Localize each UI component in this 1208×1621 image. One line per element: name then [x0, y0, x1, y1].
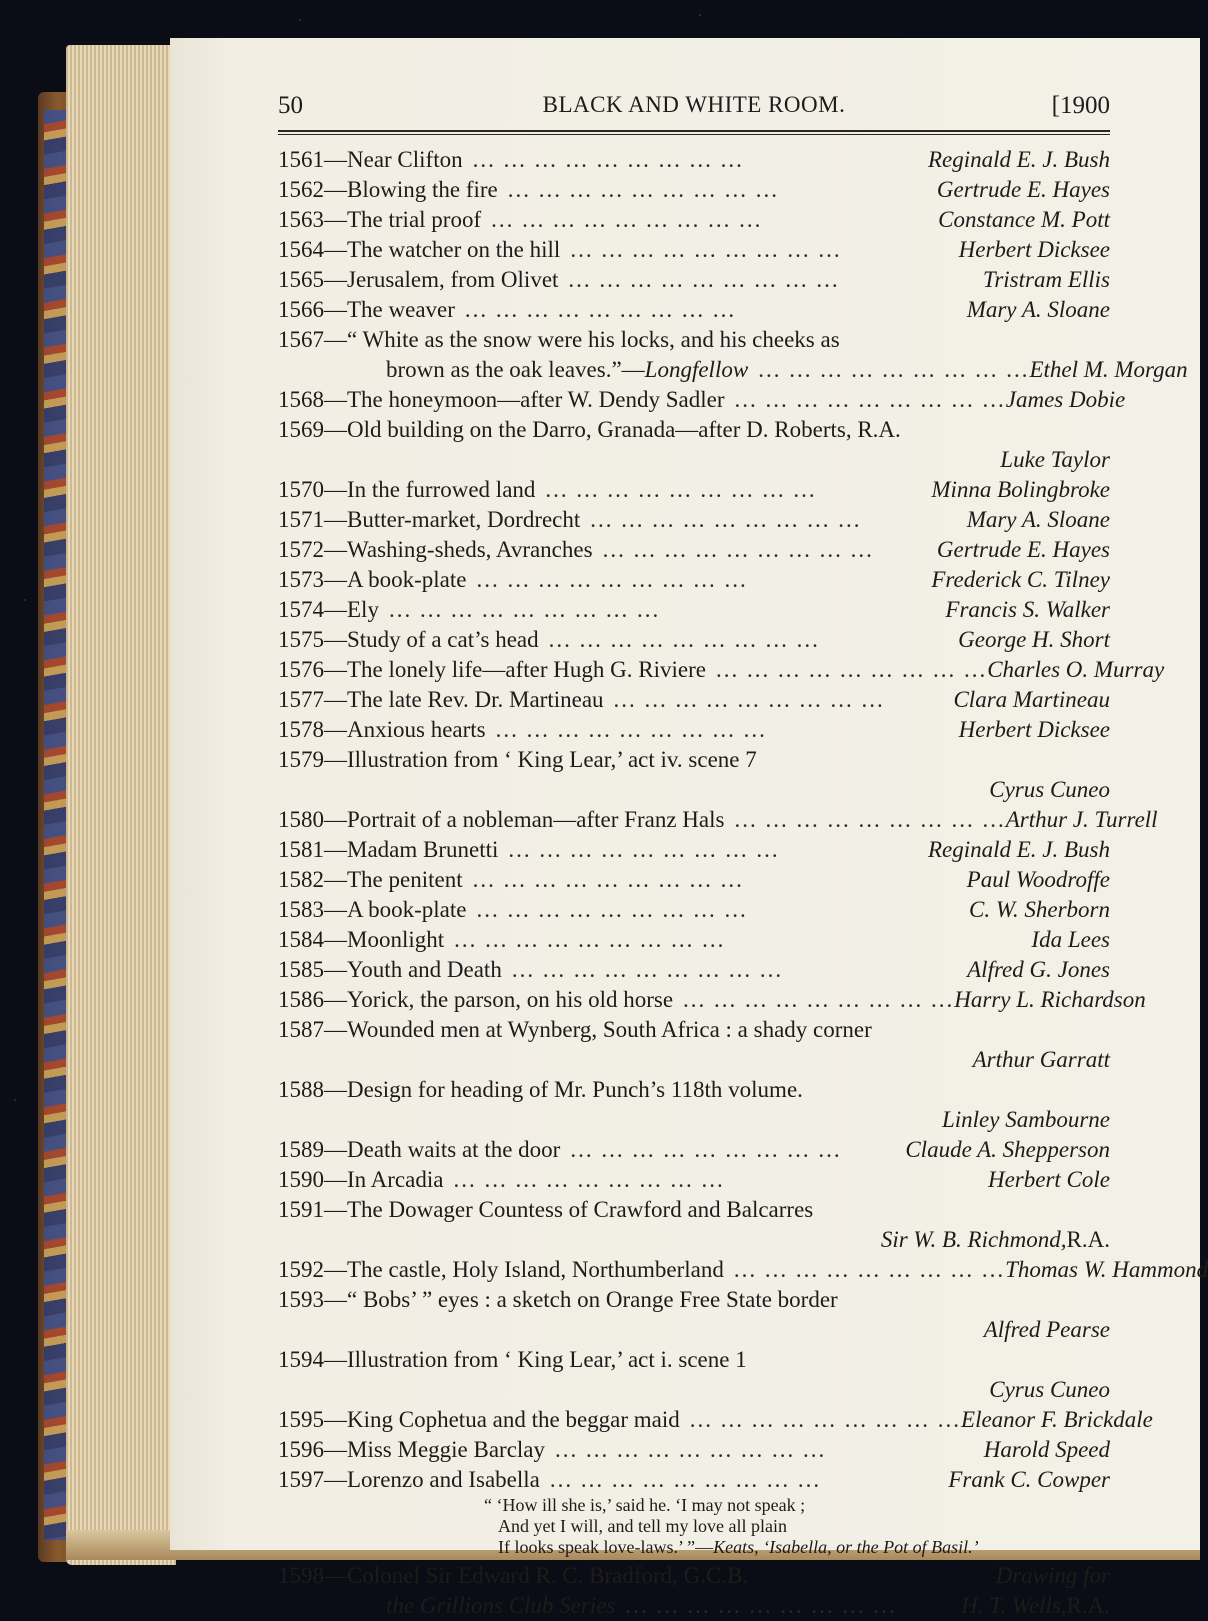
entry-row: [278, 1345, 1110, 1375]
entry-artist: C. W. Sherborn: [969, 897, 1110, 922]
header-rule-thin: [278, 134, 1110, 135]
entry-number: 1570—: [278, 477, 347, 502]
entry-title: Jerusalem, from Olivet: [347, 267, 559, 292]
entry-artist: George H. Short: [958, 627, 1110, 652]
entry-title: A book-plate: [347, 897, 467, 922]
leader-dots: ... ... ... ... ... ... ... ... ...: [495, 717, 767, 742]
entry-artist: Alfred Pearse: [983, 1317, 1110, 1342]
leader-dots: ... ... ... ... ... ... ... ... ...: [464, 297, 737, 322]
leader-dots: ... ... ... ... ... ... ... ... ...: [602, 537, 874, 562]
entry-row: [278, 985, 1146, 1015]
leader-dots: ... ... ... ... ... ... ... ... ...: [590, 507, 862, 532]
entry-artist: Ida Lees: [1031, 927, 1110, 952]
entry-title: The honeymoon—after W. Dendy Sadler: [347, 387, 725, 412]
leader-dots: ... ... ... ... ... ... ... ... ...: [683, 987, 955, 1012]
entry-title: Portrait of a nobleman—after Franz Hals: [347, 807, 725, 832]
entry-number: 1590—: [278, 1167, 347, 1192]
entry-note: Drawing for: [995, 1563, 1110, 1588]
leader-dots: ... ... ... ... ... ... ... ... ...: [734, 807, 1006, 832]
leader-dots: ... ... ... ... ... ... ... ... ...: [689, 1407, 962, 1432]
entry-title: Butter-market, Dordrecht: [347, 507, 581, 532]
entry-title: “ Bobs’ ” eyes : a sketch on Orange Free State border: [347, 1287, 838, 1312]
page-number: 50: [278, 92, 303, 119]
entry-number: 1563—: [278, 207, 347, 232]
entry-row: [278, 1561, 1110, 1591]
entry-series: the Grillions Club Series: [386, 1593, 616, 1618]
entry-title: Study of a cat’s head: [347, 627, 539, 652]
leader-dots: ... ... ... ... ... ... ... ... ...: [570, 1137, 842, 1162]
entry-row: [278, 1135, 1110, 1165]
entry-number: 1577—: [278, 687, 347, 712]
entry-artist: Reginald E. J. Bush: [927, 837, 1110, 862]
entry-row: [278, 235, 1110, 265]
entry-row: [278, 895, 1110, 925]
entry-number: 1573—: [278, 567, 347, 592]
entry-artist: Constance M. Pott: [938, 207, 1110, 232]
entry-row: [278, 955, 1110, 985]
entry-row: [278, 595, 1110, 625]
entry-artist: Gertrude E. Hayes: [936, 537, 1110, 562]
entry-row-artist: [278, 775, 1110, 805]
entry-artist: Frank C. Cowper: [948, 1467, 1110, 1492]
book-page: [170, 38, 1208, 1618]
entry-artist: H. T. Wells,: [961, 1593, 1067, 1618]
entry-row: [278, 655, 1165, 685]
entry-row-artist: [278, 1045, 1110, 1075]
leader-dots: ... ... ... ... ... ... ... ... ...: [472, 867, 744, 892]
entry-title: In the furrowed land: [347, 477, 536, 502]
entry-title: Washing-sheds, Avranches: [347, 537, 593, 562]
entry-artist: Minna Bolingbroke: [931, 477, 1110, 502]
leader-dots: ... ... ... ... ... ... ... ... ...: [545, 477, 817, 502]
leader-dots: ... ... ... ... ... ... ... ... ...: [548, 627, 820, 652]
entry-artist: Arthur J. Turrell: [1005, 807, 1158, 832]
entry-artist: Herbert Cole: [987, 1167, 1110, 1192]
leader-dots: ... ... ... ... ... ... ... ... ...: [454, 927, 726, 952]
entry-artist: Herbert Dicksee: [958, 237, 1110, 262]
entry-artist: Gertrude E. Hayes: [936, 177, 1110, 202]
leader-dots: ... ... ... ... ... ... ... ... ...: [388, 597, 661, 622]
leader-dots: ... ... ... ... ... ... ... ... ...: [453, 1167, 725, 1192]
quote-line: [278, 1537, 1110, 1558]
entry-artist: Mary A. Sloane: [966, 297, 1110, 322]
entry-row: [278, 535, 1110, 565]
entry-row: [278, 1405, 1153, 1435]
entry-artist: Cyrus Cuneo: [989, 777, 1110, 802]
quote-source: Keats, ‘Isabella, or the Pot of Basil.’: [713, 1537, 979, 1557]
leader-dots: ... ... ... ... ... ... ... ... ...: [555, 1437, 827, 1462]
entry-title: The watcher on the hill: [347, 237, 561, 262]
entry-artist: Francis S. Walker: [945, 597, 1110, 622]
entry-number: 1566—: [278, 297, 347, 322]
entry-title: Yorick, the parson, on his old horse: [347, 987, 674, 1012]
leader-dots: ... ... ... ... ... ... ... ... ...: [549, 1467, 822, 1492]
header-rule: [278, 130, 1110, 132]
entry-row: [278, 1165, 1110, 1195]
entry-number: 1562—: [278, 177, 347, 202]
entry-artist: Harold Speed: [983, 1437, 1110, 1462]
entry-number: 1596—: [278, 1437, 347, 1462]
entry-title: In Arcadia: [347, 1167, 444, 1192]
entry-number: 1584—: [278, 927, 347, 952]
entry-artist-suffix: R.A.: [1066, 1593, 1110, 1618]
entry-row: [278, 175, 1110, 205]
entry-number: 1589—: [278, 1137, 347, 1162]
leader-dots: ... ... ... ... ... ... ... ... ...: [613, 687, 885, 712]
entry-row-artist: [278, 1315, 1110, 1345]
entry-title: Lorenzo and Isabella: [347, 1467, 540, 1492]
leader-dots: ... ... ... ... ... ... ... ... ...: [476, 897, 748, 922]
entry-title: Wounded men at Wynberg, South Africa : a shady corner: [347, 1017, 872, 1042]
entry-artist: Reginald E. J. Bush: [927, 147, 1110, 172]
entry-row: [278, 325, 1110, 355]
entry-row-artist: [278, 1375, 1110, 1405]
entry-title: Design for heading of Mr. Punch’s 118th volume.: [347, 1077, 803, 1102]
entry-title: Death waits at the door: [347, 1137, 561, 1162]
entry-number: 1561—: [278, 147, 347, 172]
entry-number: 1595—: [278, 1407, 347, 1432]
entry-title: Illustration from ‘ King Lear,’ act i. scene 1: [347, 1347, 747, 1372]
entry-row: [278, 745, 1110, 775]
entry-row: [278, 1255, 1208, 1285]
entry-row-artist: [278, 1105, 1110, 1135]
entry-artist: Alfred G. Jones: [967, 957, 1110, 982]
leader-dots: ... ... ... ... ... ... ... ... ...: [715, 657, 988, 682]
entry-title-cont: brown as the oak leaves.”—: [386, 357, 645, 382]
leader-dots: ... ... ... ... ... ... ... ... ...: [733, 1257, 1006, 1282]
entry-number: 1575—: [278, 627, 347, 652]
entry-row: [278, 1285, 1110, 1315]
entry-artist: Paul Woodroffe: [966, 867, 1110, 892]
entry-artist: Herbert Dicksee: [958, 717, 1110, 742]
entry-title: Moonlight: [347, 927, 445, 952]
entry-row: [278, 295, 1110, 325]
entry-title: Near Clifton: [347, 147, 463, 172]
entry-row: [278, 145, 1110, 175]
entry-number: 1588—: [278, 1077, 347, 1102]
entry-row: [278, 385, 1126, 415]
entry-number: 1571—: [278, 507, 347, 532]
entry-number: 1582—: [278, 867, 347, 892]
entry-row: [278, 1195, 1110, 1225]
entry-title: “ White as the snow were his locks, and his cheeks as: [347, 327, 840, 352]
catalogue-entries: [278, 145, 1208, 1621]
entry-title: Anxious hearts: [347, 717, 486, 742]
entry-title: The lonely life—after Hugh G. Riviere: [347, 657, 706, 682]
entry-row: [278, 505, 1110, 535]
entry-title: Illustration from ‘ King Lear,’ act iv. scene 7: [347, 747, 757, 772]
entry-artist: Sir W. B. Richmond,: [880, 1227, 1067, 1252]
entry-row: [278, 265, 1110, 295]
entry-title: Colonel Sir Edward R. C. Bradford, G.C.B.: [347, 1563, 749, 1588]
entry-row: [278, 1465, 1110, 1495]
entry-artist: Claude A. Shepperson: [905, 1137, 1110, 1162]
entry-number: 1585—: [278, 957, 347, 982]
entry-row: [278, 865, 1110, 895]
entry-row: [278, 415, 1110, 445]
leader-dots: ... ... ... ... ... ... ... ... ...: [570, 237, 842, 262]
leader-dots: ... ... ... ... ... ... ... ... ...: [508, 837, 780, 862]
page-edges: [66, 45, 176, 1565]
entry-number: 1576—: [278, 657, 347, 682]
entry-number: 1579—: [278, 747, 347, 772]
entry-row: [278, 1075, 1110, 1105]
entry-number: 1586—: [278, 987, 347, 1012]
entry-row-artist: [278, 445, 1110, 475]
entry-row-continued: [278, 1591, 1110, 1621]
entry-number: 1591—: [278, 1197, 347, 1222]
entry-number: 1578—: [278, 717, 347, 742]
quote-line: “ ‘How ill she is,’ said he. ‘I may not speak ;: [484, 1495, 806, 1515]
entry-row: [278, 925, 1110, 955]
entry-artist-suffix: R.A.: [1066, 1227, 1110, 1252]
entry-title: King Cophetua and the beggar maid: [347, 1407, 680, 1432]
leader-dots: ... ... ... ... ... ... ... ... ...: [511, 957, 784, 982]
entry-number: 1597—: [278, 1467, 347, 1492]
entry-title: The trial proof: [347, 207, 482, 232]
entry-artist: Luke Taylor: [1000, 447, 1110, 472]
entry-number: 1593—: [278, 1287, 347, 1312]
entry-title: Youth and Death: [347, 957, 502, 982]
page-title: BLACK AND WHITE ROOM.: [542, 92, 846, 117]
entry-row: [278, 715, 1110, 745]
entry-row: [278, 205, 1110, 235]
entry-number: 1594—: [278, 1347, 347, 1372]
entry-title: Blowing the fire: [347, 177, 498, 202]
entry-title: Ely: [347, 597, 379, 622]
entry-number: 1581—: [278, 837, 347, 862]
entry-number: 1598—: [278, 1563, 347, 1588]
entry-title: The castle, Holy Island, Northumberland: [347, 1257, 724, 1282]
entry-row: [278, 625, 1110, 655]
entry-row-continued: [278, 355, 1188, 385]
quote-line: And yet I will, and tell my love all plain: [498, 1516, 787, 1536]
entry-artist: Linley Sambourne: [941, 1107, 1110, 1132]
entry-number: 1574—: [278, 597, 347, 622]
entry-title: The penitent: [347, 867, 463, 892]
page-year: [1900: [1051, 92, 1110, 119]
entry-row: [278, 805, 1158, 835]
entry-row: [278, 835, 1110, 865]
entry-number: 1569—: [278, 417, 347, 442]
page-header: [278, 92, 1110, 126]
entry-number: 1565—: [278, 267, 347, 292]
entry-title: The Dowager Countess of Crawford and Balcarres: [347, 1197, 814, 1222]
entry-artist: Frederick C. Tilney: [931, 567, 1110, 592]
leader-dots: ... ... ... ... ... ... ... ... ...: [507, 177, 779, 202]
entry-artist: Charles O. Murray: [987, 657, 1165, 682]
leader-dots: ... ... ... ... ... ... ... ... ...: [625, 1593, 897, 1618]
entry-title: The late Rev. Dr. Martineau: [347, 687, 604, 712]
entry-number: 1587—: [278, 1017, 347, 1042]
entry-artist: Arthur Garratt: [972, 1047, 1110, 1072]
entry-artist: Tristram Ellis: [982, 267, 1110, 292]
entry-number: 1564—: [278, 237, 347, 262]
entry-artist: Thomas W. Hammond: [1005, 1257, 1208, 1282]
leader-dots: ... ... ... ... ... ... ... ... ...: [568, 267, 840, 292]
entry-source: Longfellow: [644, 357, 749, 382]
entry-row: [278, 565, 1110, 595]
leader-dots: ... ... ... ... ... ... ... ... ...: [472, 147, 744, 172]
entry-row: [278, 475, 1110, 505]
entry-artist: Harry L. Richardson: [954, 987, 1146, 1012]
entry-row: [278, 685, 1110, 715]
entry-artist: Ethel M. Morgan: [1029, 357, 1188, 382]
entry-title: Miss Meggie Barclay: [347, 1437, 546, 1462]
entry-artist: Eleanor F. Brickdale: [961, 1407, 1153, 1432]
entry-artist: Clara Martineau: [953, 687, 1110, 712]
entry-title: Old building on the Darro, Granada—after D. Roberts, R.A.: [347, 417, 901, 442]
entry-number: 1583—: [278, 897, 347, 922]
leader-dots: ... ... ... ... ... ... ... ... ...: [476, 567, 748, 592]
marbled-edge: [44, 110, 66, 1540]
entry-title: Madam Brunetti: [347, 837, 499, 862]
entry-number: 1592—: [278, 1257, 347, 1282]
entry-number: 1567—: [278, 327, 347, 352]
entry-number: 1572—: [278, 537, 347, 562]
leader-dots: ... ... ... ... ... ... ... ... ...: [491, 207, 763, 232]
entry-number: 1580—: [278, 807, 347, 832]
entry-artist: Mary A. Sloane: [966, 507, 1110, 532]
quote-text: If looks speak love-laws.’ ”—: [498, 1537, 714, 1557]
entry-row: [278, 1015, 1110, 1045]
leader-dots: ... ... ... ... ... ... ... ... ...: [758, 357, 1030, 382]
entry-row-artist: [278, 1225, 1110, 1255]
entry-artist: Cyrus Cuneo: [989, 1377, 1110, 1402]
entry-title: A book-plate: [347, 567, 467, 592]
entry-title: The weaver: [347, 297, 455, 322]
leader-dots: ... ... ... ... ... ... ... ... ...: [734, 387, 1006, 412]
entry-row: [278, 1435, 1110, 1465]
entry-artist: James Dobie: [1005, 387, 1126, 412]
entry-number: 1568—: [278, 387, 347, 412]
